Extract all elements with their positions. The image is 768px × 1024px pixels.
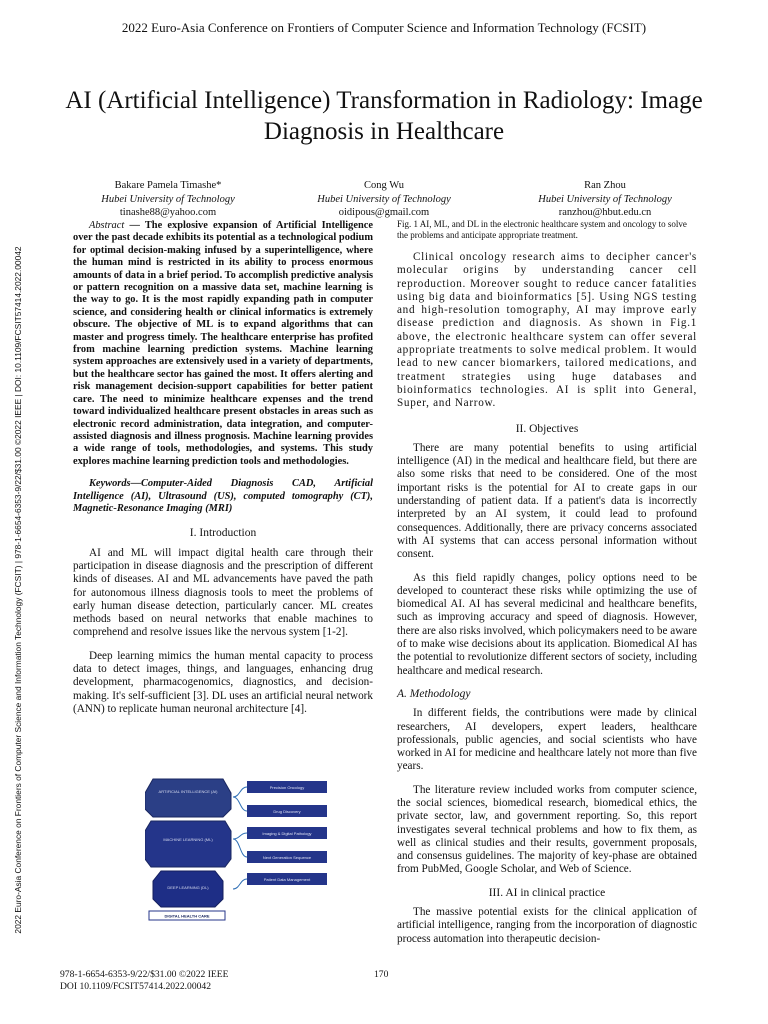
paper-title: AI (Artificial Intelligence) Transformation in Radiology: Image Diagnosis in Healthcare <box>65 87 703 145</box>
page-number: 170 <box>374 969 389 980</box>
figure-1 <box>145 775 335 925</box>
side-copyright-text: 2022 Euro-Asia Conference on Frontiers of Computer Science and Information Technology (FCSIT) | 978-1-6654-6353-9/22/$31.00 ©2022 IEEE | DOI: 10.1109/FCSIT57414.2022.00042 <box>13 246 23 934</box>
conference-header: 2022 Euro-Asia Conference on Frontiers of Computer Science and Information Technology (FCSIT) <box>121 20 647 35</box>
section-heading-objectives: II. Objectives <box>515 422 579 435</box>
author-affiliation: Hubei University of Technology <box>317 193 451 205</box>
objectives-paragraph-1: There are many potential benefits to using artificial intelligence (AI) in the medical and healthcare field, but there are also some risks that need to be considered. One of the most important risks is the potential for AI to create gaps in our understanding of patient data. If a patient's data is incorrectly interpreted by an AI system, it could lead to profound consequences. Additionally, there are privacy concerns associated with AI systems that can access personal information without consent. <box>397 441 697 561</box>
author-email: tinashe88@yahoo.com <box>119 207 217 218</box>
footer-isbn: 978-1-6654-6353-9/22/$31.00 ©2022 IEEE <box>60 969 229 980</box>
branch-label-4: Next Generation Sequence <box>262 855 312 860</box>
section-heading-clinical-practice: III. AI in clinical practice <box>488 886 606 899</box>
author-email: oidipous@gmail.com <box>338 207 430 218</box>
branch-label-5: Patient Data Management <box>263 877 311 882</box>
branch-label-1: Precision Oncology <box>269 785 305 790</box>
author-2 <box>284 179 484 220</box>
intro-paragraph-2: Deep learning mimics the human mental capacity to process data to detect images, things, and languages, enhancing drug development, pharmacogenomics, diagnostics, and decision-making. It's self-sufficient [3]. DL uses an artificial neural network (ANN) to replicate human neuronal architecture [4]. <box>73 649 373 715</box>
author-affiliation: Hubei University of Technology <box>538 193 672 205</box>
ai-layer-label: ARTIFICIAL INTELLIGENCE (AI) <box>158 789 218 794</box>
base-label: DIGITAL HEALTH CARE <box>164 913 210 919</box>
branch-label-2: Drug Discovery <box>273 809 301 814</box>
author-name: Cong Wu <box>364 180 404 191</box>
branch-label-3: Imaging & Digital Pathology <box>262 831 312 836</box>
objectives-paragraph-2: As this field rapidly changes, policy options need to be developed to counteract these risks while optimizing the use of biomedical AI. AI has several medicinal and healthcare benefits, such as improving accuracy and speed of diagnosis. However, there are also risks involved, which policymakers need to be aware of to make wise decisions about its application. Biomedical AI has the potential to revolutionize different sectors of society, including healthcare and medical research. <box>397 571 697 677</box>
ml-layer-label: MACHINE LEARNING (ML) <box>163 837 213 842</box>
abstract-text: — The explosive expansion of Artificial Intelligence over the past decade exhibits its potential as a technological podium for optimal decision-making infused by a superintelligence, where the human mind is restricted in its ability to process enormous amounts of data in a brief period. To accomplish predictive analysis or pattern recognition on a massive data set, machine learning is the way to go. It is the most rapidly expanding path in computer science, and considering health or clinical informatics is extremely obscure. The objective of ML is to expand algorithms that can master and progress timely. The healthcare enterprise has profited from machine learning prediction systems. Machine learning system approaches are extensively used in a variety of departments, but the healthcare sector has gained the most. It offers alerting and risk management decision-support capabilities for better patient care. The need to minimize healthcare expenses and the trend toward individualized healthcare present obstacles in areas such as electronic record administration, data integration, and computer-assisted diagnosis and illness prognosis. Machine learning provides a wide range of tools, methodologies, and systems. This study explores machine learning prediction tools and methodologies. <box>73 220 373 467</box>
author-affiliation: Hubei University of Technology <box>101 193 235 205</box>
ml-layer-shape <box>145 821 231 867</box>
methodology-paragraph-2: The literature review included works from computer science, the social sciences, biomedical research, biomedical ethics, the private sector, law, and government reporting. So, this report investigates several technical problems and how to fix them, as well as clinical studies and their results, government proposals, and consensus guidelines. The majority of key-phase are obtained from PubMed, Google Scholar, and Web of Science. <box>397 783 697 876</box>
footer-doi: DOI 10.1109/FCSIT57414.2022.00042 <box>60 981 212 992</box>
author-1 <box>68 179 268 220</box>
abstract <box>73 220 373 468</box>
abstract-lead: Abstract <box>89 220 125 231</box>
figure-1-caption: Fig. 1 AI, ML, and DL in the electronic healthcare system and oncology to solve the problems and anticipate appropriate treatment. <box>397 219 687 240</box>
keywords: Keywords—Computer-Aided Diagnosis CAD, Artificial Intelligence (AI), Ultrasound (US), computed tomography (CT), Magnetic-Resonance Imaging (MRI) <box>73 478 373 514</box>
ai-layer-shape <box>145 779 231 817</box>
author-3 <box>505 179 705 220</box>
right-column <box>397 251 697 956</box>
side-copyright-line <box>10 230 26 950</box>
subsection-heading-methodology: A. Methodology <box>397 687 471 700</box>
footer <box>60 969 229 993</box>
author-name: Bakare Pamela Timashe* <box>114 180 222 191</box>
clinical-practice-paragraph-1: The massive potential exists for the clinical application of artificial intelligence, ranging from the incorporation of diagnostic process automation into therapeutic decision- <box>397 906 697 945</box>
intro-paragraph-1: AI and ML will impact digital health care through their participation in disease diagnosis and the prescription of different kinds of diseases. AI and ML advancements have paved the path for autonomous illness diagnosis tools to meet the problems of early human disease detection, particularly cancer. ML creates methods based on neural networks that enable machines to comprehend and resolve issues like the nervous system [1-2]. <box>73 546 373 639</box>
left-column <box>73 220 373 726</box>
methodology-paragraph-1: In different fields, the contributions were made by clinical researchers, AI developers, expert leaders, healthcare professionals, public agencies, and social scientists who have worked in AI for medicine and healthcare lately not more than five years. <box>397 707 697 773</box>
section-heading-introduction: I. Introduction <box>189 527 257 540</box>
figure-1-diagram <box>145 775 335 925</box>
author-name: Ran Zhou <box>584 180 626 191</box>
right-paragraph-1: Clinical oncology research aims to decipher cancer's molecular origins by understanding cancer cell reproduction. Moreover sought to reduce cancer fatalities using big data and bioinformatics [5]. Using NGS testing and high-resolution tomography, AI may improve early disease prediction and diagnosis. As shown in Fig.1 above, the electronic healthcare system can offer several appropriate treatments to solve medical problem. It would lead to new cancer biomarkers, tailored medications, and treatment strategies using huge databases and bioinformatics technologies. AI is split into General, Super, and Narrow. <box>397 251 697 410</box>
dl-layer-label: DEEP LEARNING (DL) <box>167 885 209 890</box>
branch-connectors <box>233 787 247 889</box>
author-email: ranzhou@hbut.edu.cn <box>558 207 652 218</box>
